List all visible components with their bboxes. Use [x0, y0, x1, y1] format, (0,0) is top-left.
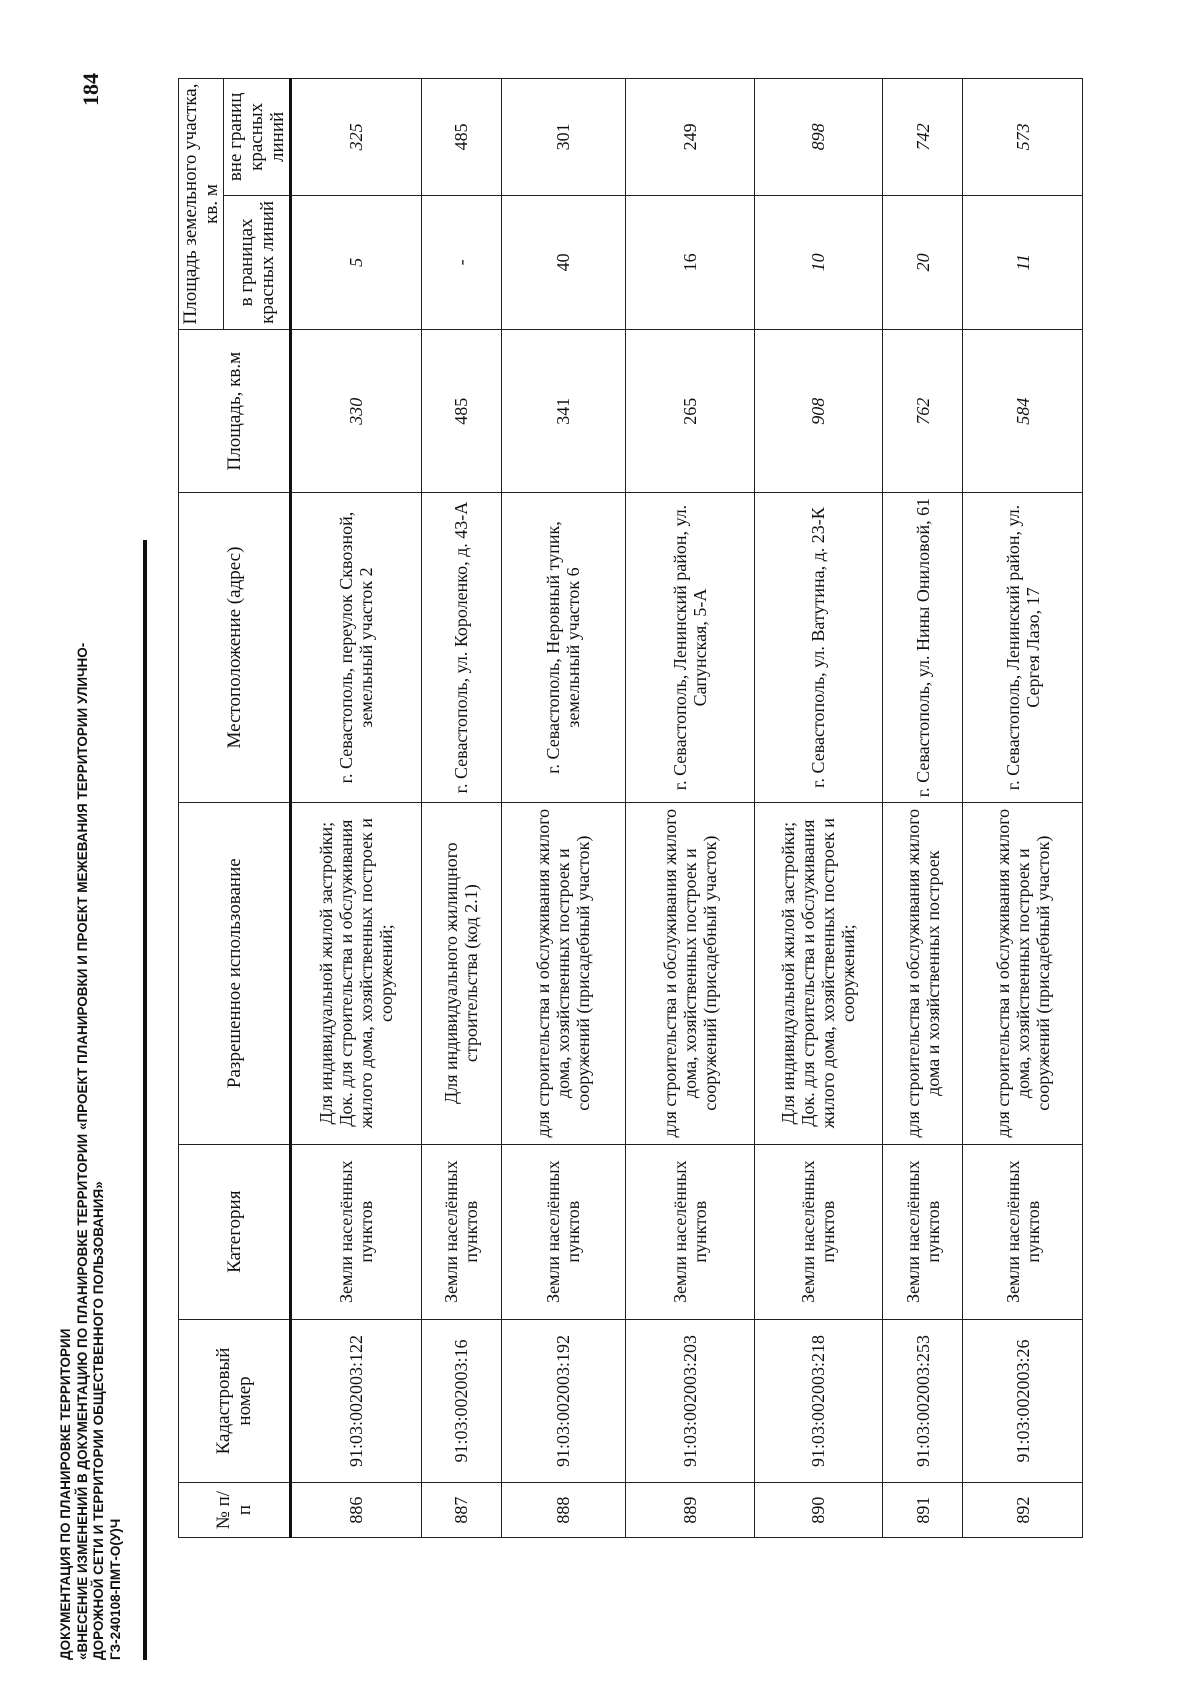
header-line-1: ДОКУМЕНТАЦИЯ ПО ПЛАНИРОВКЕ ТЕРРИТОРИИ [58, 1328, 73, 1660]
header-line-2: «ВНЕСЕНИЕ ИЗМЕНЕНИЙ В ДОКУМЕНТАЦИЮ ПО ПЛАНИРОВКЕ ТЕРРИТОРИИ «ПРОЕКТ ПЛАНИРОВКИ И ПРОЕКТ МЕЖЕВАНИЯ ТЕРРИТОРИИ УЛИЧНО- [74, 642, 90, 1660]
header-category: Категория [179, 1144, 291, 1319]
cell-area: 762 [883, 329, 963, 492]
cell-outside: 249 [625, 79, 754, 196]
cell-area: 265 [625, 329, 754, 492]
cell-location: г. Севастополь, Ленинский район, ул. Сергея Лазо, 17 [963, 493, 1083, 802]
cell-outside: 898 [754, 79, 883, 196]
cell-usage: для строительства и обслуживания жилого дома, хозяйственных построек и сооружений (присадебный участок) [625, 802, 754, 1144]
cell-category: Земли населённых пунктов [883, 1144, 963, 1319]
cell-cadastral: 91:03:002003:26 [963, 1319, 1083, 1482]
cell-cadastral: 91:03:002003:253 [883, 1319, 963, 1482]
cell-area: 330 [291, 329, 422, 492]
cell-cadastral: 91:03:002003:16 [421, 1319, 501, 1482]
header-location: Местоположение (адрес) [179, 493, 291, 802]
cell-outside: 742 [883, 79, 963, 196]
cell-cadastral: 91:03:002003:192 [501, 1319, 625, 1482]
table-row [501, 79, 625, 1538]
header-line-3: ДОРОЖНОЙ СЕТИ И ТЕРРИТОРИИ ОБЩЕСТВЕННОГО ПОЛЬЗОВАНИЯ» [91, 1181, 106, 1660]
page-number: 184 [78, 73, 103, 106]
cell-category: Земли населённых пунктов [501, 1144, 625, 1319]
cell-outside: 325 [291, 79, 422, 196]
cell-category: Земли населённых пунктов [421, 1144, 501, 1319]
cell-location: г. Севастополь, Неровный тупик, земельный участок 6 [501, 493, 625, 802]
cell-cadastral: 91:03:002003:203 [625, 1319, 754, 1482]
cell-location: г. Севастополь, переулок Сквозной, земельный участок 2 [291, 493, 422, 802]
cell-inside: - [421, 195, 501, 329]
table-row [291, 79, 422, 1538]
cell-num: 892 [963, 1483, 1083, 1538]
cell-inside: 20 [883, 195, 963, 329]
header-line-4: ГЗ-240108-ПМТ-О(У)Ч [107, 1518, 123, 1660]
header-rule [143, 540, 147, 1660]
cell-usage: для строительства и обслуживания жилого дома и хозяйственных построек [883, 802, 963, 1144]
cell-num: 887 [421, 1483, 501, 1538]
cell-usage: для строительства и обслуживания жилого дома, хозяйственных построек и сооружений (присадебный участок) [501, 802, 625, 1144]
header-usage: Разрешенное использование [179, 802, 291, 1144]
table-body [291, 79, 1083, 1538]
cell-num: 888 [501, 1483, 625, 1538]
cell-num: 886 [291, 1483, 422, 1538]
cell-outside: 573 [963, 79, 1083, 196]
cell-location: г. Севастополь, ул. Ватутина, д. 23-К [754, 493, 883, 802]
cell-usage: Для индивидуального жилищного строительства (код 2.1) [421, 802, 501, 1144]
cell-inside: 16 [625, 195, 754, 329]
table-row [963, 79, 1083, 1538]
cell-area: 485 [421, 329, 501, 492]
cell-num: 889 [625, 1483, 754, 1538]
header-inside: в границах красных линий [224, 195, 291, 329]
cell-category: Земли населённых пунктов [754, 1144, 883, 1319]
cell-cadastral: 91:03:002003:122 [291, 1319, 422, 1482]
cell-category: Земли населённых пунктов [291, 1144, 422, 1319]
cell-usage: Для индивидуальной жилой застройки; Док. для строительства и обслуживания жилого дома, хозяйственных построек и сооружений; [754, 802, 883, 1144]
header-outside: вне границ красных линий [224, 79, 291, 196]
cell-outside: 301 [501, 79, 625, 196]
cell-inside: 5 [291, 195, 422, 329]
cell-location: г. Севастополь, ул. Короленко, д. 43-А [421, 493, 501, 802]
land-plots-table [178, 78, 1083, 1538]
cell-outside: 485 [421, 79, 501, 196]
cell-num: 891 [883, 1483, 963, 1538]
cell-location: г. Севастополь, ул. Нины Ониловой, 61 [883, 493, 963, 802]
cell-category: Земли населённых пунктов [625, 1144, 754, 1319]
cell-area: 908 [754, 329, 883, 492]
cell-location: г. Севастополь, Ленинский район, ул. Сапунская, 5-А [625, 493, 754, 802]
cell-usage: Для индивидуальной жилой застройки; Док. для строительства и обслуживания жилого дома, хозяйственных построек и сооружений; [291, 802, 422, 1144]
table-row [421, 79, 501, 1538]
cell-num: 890 [754, 1483, 883, 1538]
table-row [754, 79, 883, 1538]
header-area: Площадь, кв.м [179, 329, 291, 492]
table-row [883, 79, 963, 1538]
header-plot-area-group: Площадь земельного участка, кв. м [179, 79, 224, 330]
cell-inside: 11 [963, 195, 1083, 329]
cell-cadastral: 91:03:002003:218 [754, 1319, 883, 1482]
document-header [58, 100, 124, 1660]
cell-usage: для строительства и обслуживания жилого дома, хозяйственных построек и сооружений (присадебный участок) [963, 802, 1083, 1144]
cell-area: 341 [501, 329, 625, 492]
cell-category: Земли населённых пунктов [963, 1144, 1083, 1319]
table-row [625, 79, 754, 1538]
header-num: № п/п [179, 1483, 291, 1538]
header-cadastral: Кадастровый номер [179, 1319, 291, 1482]
cell-area: 584 [963, 329, 1083, 492]
cell-inside: 40 [501, 195, 625, 329]
cell-inside: 10 [754, 195, 883, 329]
